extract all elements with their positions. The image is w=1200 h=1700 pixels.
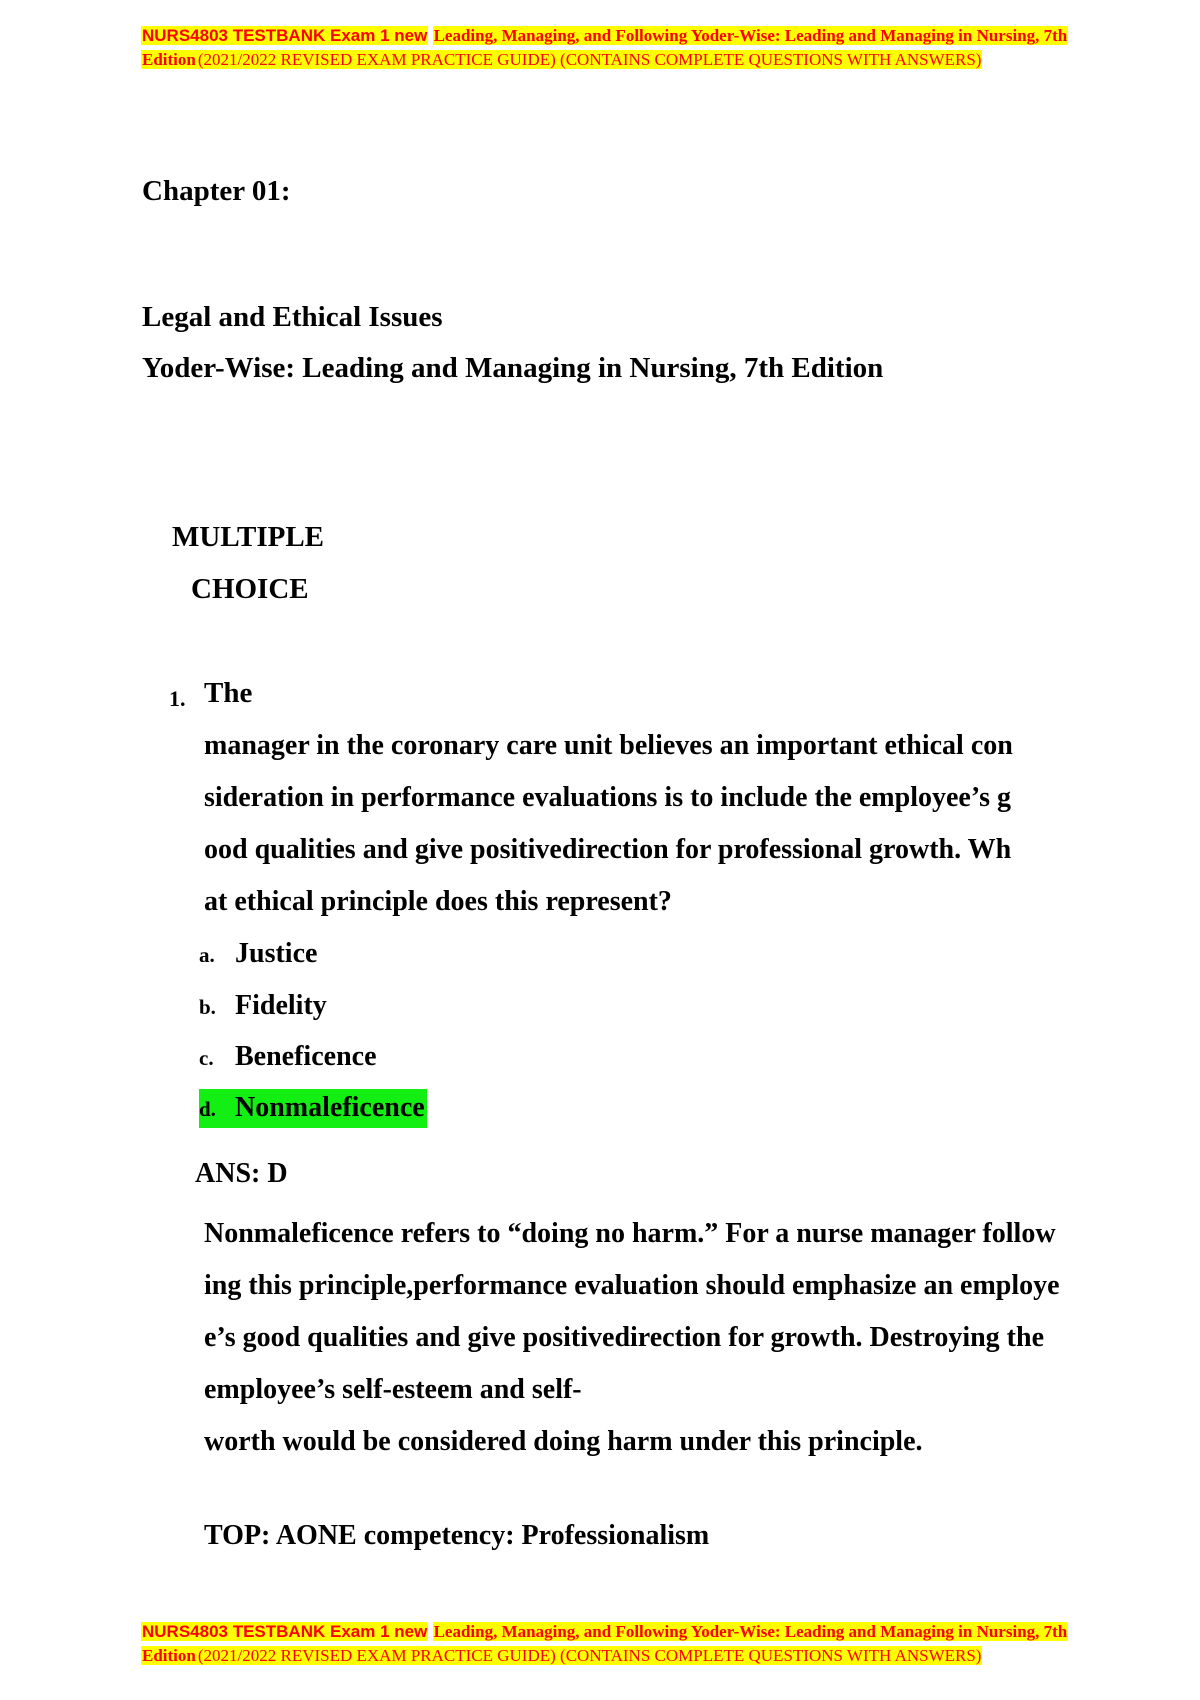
rationale bbox=[204, 1208, 1060, 1468]
question-first-word: The bbox=[204, 677, 253, 709]
option-c bbox=[199, 1038, 377, 1077]
question-number: 1. bbox=[169, 686, 186, 711]
footer-banner bbox=[141, 1620, 1141, 1668]
option-letter: c. bbox=[199, 1046, 214, 1070]
banner-edition: Edition bbox=[142, 50, 196, 69]
option-d-correct-highlight bbox=[199, 1089, 427, 1128]
section-label-multiple: MULTIPLE bbox=[172, 521, 325, 553]
banner-title: Leading, Managing, and Following Yoder-Wise: Leading and Managing in Nursing, 7th bbox=[433, 26, 1068, 45]
book-heading: Yoder-Wise: Leading and Managing in Nursing, 7th Edition bbox=[142, 352, 884, 384]
option-text: Justice bbox=[235, 938, 318, 969]
option-text: Beneficence bbox=[235, 1041, 377, 1072]
rationale-line: Nonmaleficence refers to “doing no harm.” For a nurse manager follow bbox=[204, 1218, 1056, 1249]
banner-edition: Edition bbox=[142, 1646, 196, 1665]
topic-competency: TOP: AONE competency: Professionalism bbox=[204, 1520, 710, 1551]
banner-edition-note: (2021/2022 REVISED EXAM PRACTICE GUIDE) (CONTAINS COMPLETE QUESTIONS WITH ANSWERS) bbox=[197, 50, 982, 69]
rationale-line: employee’s self-esteem and self- bbox=[204, 1374, 582, 1405]
rationale-line: e’s good qualities and give positivedirection for growth. Destroying the bbox=[204, 1322, 1044, 1353]
answer-key: ANS: D bbox=[195, 1158, 288, 1189]
section-label-choice: CHOICE bbox=[191, 573, 309, 605]
topic-heading: Legal and Ethical Issues bbox=[142, 301, 443, 333]
option-b bbox=[199, 987, 327, 1026]
rationale-line: worth would be considered doing harm under this principle. bbox=[204, 1426, 923, 1457]
banner-title: Leading, Managing, and Following Yoder-Wise: Leading and Managing in Nursing, 7th bbox=[433, 1622, 1068, 1641]
header-banner bbox=[141, 24, 1141, 72]
option-letter: d. bbox=[199, 1097, 216, 1121]
chapter-heading: Chapter 01: bbox=[142, 175, 291, 207]
option-text: Nonmaleficence bbox=[235, 1092, 425, 1123]
option-a bbox=[199, 935, 317, 974]
question-stem-line: manager in the coronary care unit believes an important ethical con bbox=[204, 730, 1013, 761]
question-stem-line: sideration in performance evaluations is to include the employee’s g bbox=[204, 782, 1012, 813]
question-stem-line: ood qualities and give positivedirection for professional growth. Wh bbox=[204, 834, 1012, 865]
option-letter: b. bbox=[199, 995, 216, 1019]
question-stem-line: at ethical principle does this represent? bbox=[204, 886, 672, 917]
banner-course-code: NURS4803 TESTBANK Exam 1 new bbox=[142, 26, 428, 45]
rationale-line: ing this principle,performance evaluation should emphasize an employe bbox=[204, 1270, 1060, 1301]
question-stem bbox=[204, 720, 1064, 928]
banner-course-code: NURS4803 TESTBANK Exam 1 new bbox=[142, 1622, 428, 1641]
option-text: Fidelity bbox=[235, 990, 327, 1021]
option-letter: a. bbox=[199, 943, 215, 967]
banner-edition-note: (2021/2022 REVISED EXAM PRACTICE GUIDE) (CONTAINS COMPLETE QUESTIONS WITH ANSWERS) bbox=[197, 1646, 982, 1665]
